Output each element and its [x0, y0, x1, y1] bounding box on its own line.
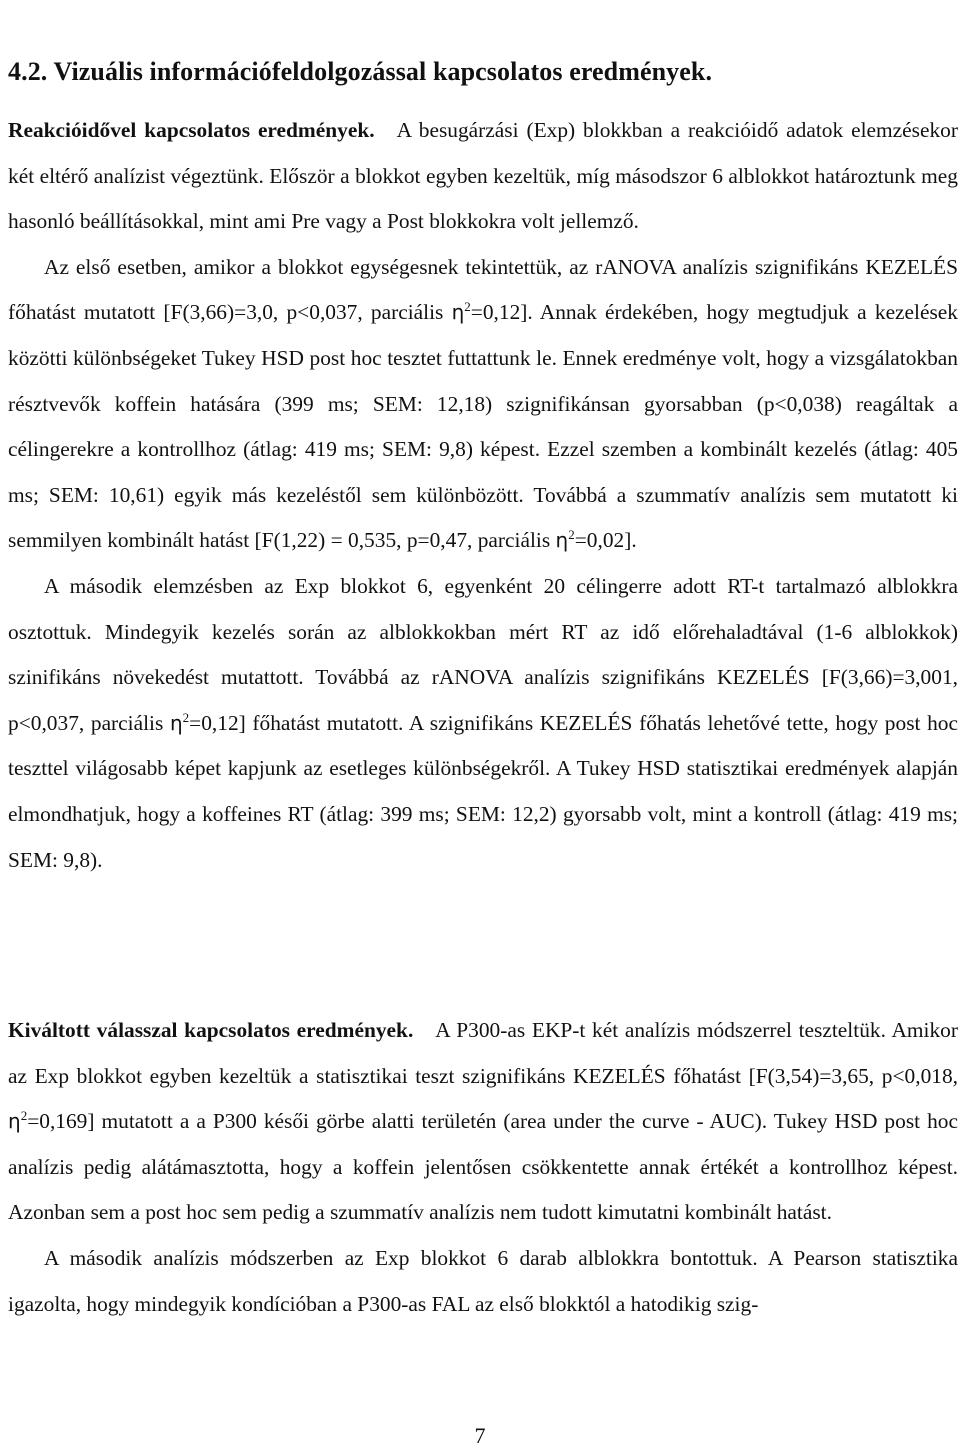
ev-p1-text-b: =0,169] mutatott a a P300 késői görbe alatti területén (area under the curve - AUC). Tukey HSD post hoc analízis pedig alátámasztotta, hogy a koffein jelentősen csökkentette annak értékét a kontrollhoz képest. Azonban sem a post hoc sem pedig a szummatív analízis nem tudott kimutatni kombinált hatást.: [8, 1109, 958, 1225]
rt-paragraph-2: [8, 245, 958, 564]
rt-heading: Reakcióidővel kapcsolatos eredmények.: [8, 118, 375, 142]
eta-symbol: η: [451, 300, 465, 325]
section-title: 4.2. Vizuális információfeldolgozással kapcsolatos eredmények.: [8, 57, 713, 86]
superscript-2: 2: [568, 527, 575, 543]
ev-p2-text: A második analízis módszerben az Exp blokkot 6 darab alblokkra bontottuk. A Pearson statisztika igazolta, hogy mindegyik kondícióban a P300-as FAL az első blokktól a hatodikig szig-: [8, 1245, 958, 1316]
ev-paragraph-1: [8, 1008, 958, 1236]
superscript-2: 2: [20, 1108, 28, 1124]
rt-p3-text-b: =0,12] főhatást mutatott. A szignifikáns KEZELÉS főhatás lehetővé tette, hogy post hoc teszttel világosabb képet kapjunk az esetleges különbségekről. A Tukey HSD statisztikai eredmények alapján elmondhatjuk, hogy a koffeines RT (átlag: 399 ms; SEM: 12,2) gyorsabb volt, mint a kontroll (átlag: 419 ms; SEM: 9,8).: [8, 710, 958, 872]
rt-p2-text-c: =0,02].: [574, 528, 637, 553]
superscript-2: 2: [464, 299, 471, 315]
superscript-2: 2: [182, 709, 190, 725]
rt-p2-text-a: Az első esetben, amikor a blokkot egységesnek tekintettük, az rANOVA analízis szignifikáns KEZELÉS főhatást mutatott [F(3,66)=3,0, p<0,037, parciális: [8, 254, 958, 325]
rt-p2-text-b: =0,12]. Annak érdekében, hogy megtudjuk a kezelések közötti különbségeket Tukey HSD post hoc tesztet futtattunk le. Ennek eredménye volt, hogy a vizsgálatokban résztvevők koffein hatására (399 ms; SEM: 12,18) szignifikánsan gyorsabban (p<0,038) reagáltak a célingerekre a kontrollhoz (átlag: 419 ms; SEM: 9,8) képest. Ezzel szemben a kombinált kezelés (átlag: 405 ms; SEM: 10,61) egyik más kezeléstől sem különbözött. Továbbá a szummatív analízis sem mutatott ki semmilyen kombinált hatást [F(1,22) = 0,535, p=0,47, parciális: [8, 300, 958, 553]
reaction-time-section: [8, 108, 958, 883]
page-number: 7: [474, 1423, 486, 1448]
rt-paragraph-3: [8, 564, 958, 883]
rt-paragraph-1: [8, 108, 958, 245]
ev-heading: Kiváltott válasszal kapcsolatos eredmények.: [8, 1018, 414, 1042]
ev-p1-text-a: A P300-as EKP-t két analízis módszerrel teszteltük. Amikor az Exp blokkot egyben kezeltük a statisztikai teszt szignifikáns KEZELÉS főhatást [F(3,54)=3,65, p<0,018,: [8, 1018, 958, 1088]
rt-p3-text-a: A második elemzésben az Exp blokkot 6, egyenként 20 célingerre adott RT-t tartalmazó alblokkra osztottuk. Mindegyik kezelés során az alblokkokban mért RT az idő előrehaladtával (1-6 alblokkok) szinifikáns növekedést mutattott. Továbbá az rANOVA analízis szignifikáns KEZELÉS [F(3,66)=3,001, p<0,037, parciális: [8, 573, 958, 735]
rt-p1-text: A besugárzási (Exp) blokkban a reakcióidő adatok elemzésekor két eltérő analízist végeztünk. Először a blokkot egyben kezeltük, míg másodszor 6 alblokkot határoztunk meg hasonló beállításokkal, mint ami Pre vagy a Post blokkokra volt jellemző.: [8, 118, 958, 234]
evoked-response-section: [8, 1008, 958, 1327]
eta-symbol: η: [555, 528, 569, 553]
eta-symbol: η: [169, 710, 183, 735]
ev-paragraph-2: [8, 1236, 958, 1327]
eta-symbol: η: [8, 1109, 21, 1134]
